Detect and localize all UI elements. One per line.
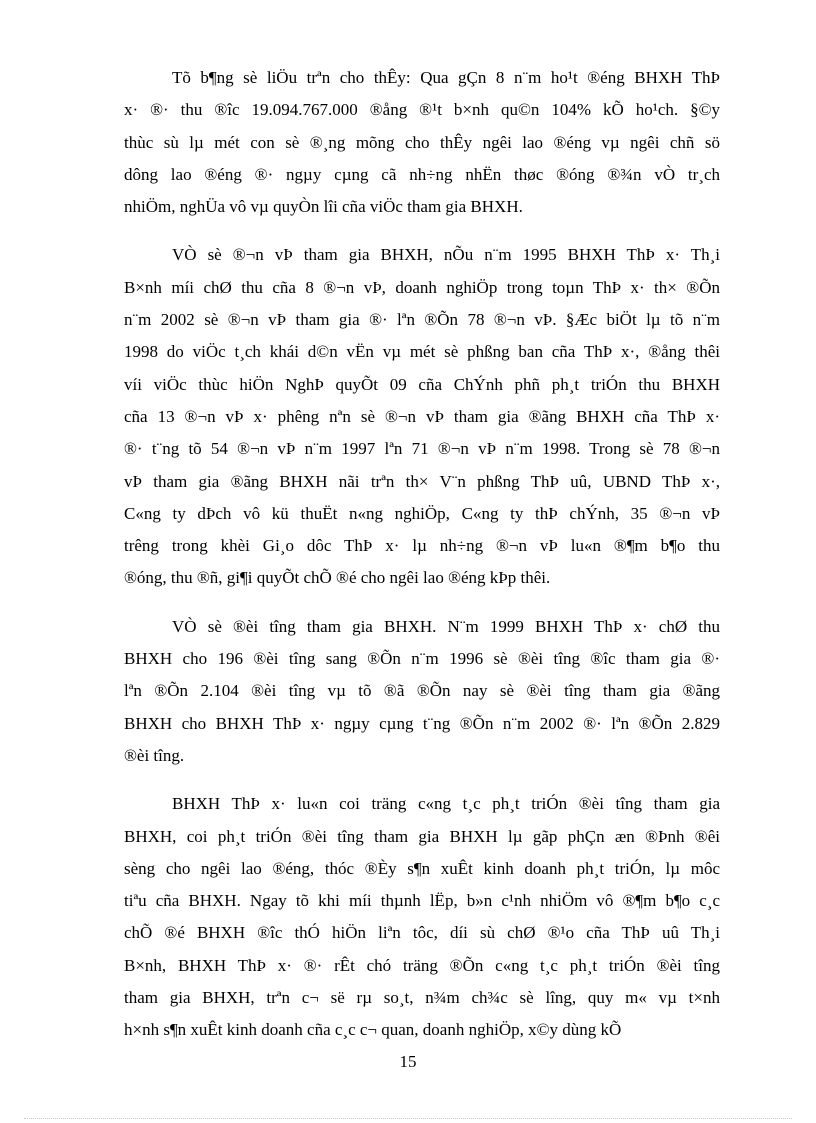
text-line: vÞ tham gia ®ãng BHXH nãi trªn th× V¨n phßng ThÞ uû, UBND ThÞ x·, bbox=[124, 471, 720, 491]
text-line: h×nh s¶n xuÊt kinh doanh cña c¸c c¬ quan, doanh nghiÖp, x©y dùng kÕ bbox=[124, 1020, 622, 1040]
text-line: VÒ sè ®èi tîng tham gia BHXH. N¨m 1999 BHXH ThÞ x· chØ thu bbox=[172, 616, 720, 636]
text-line: sèng cho ngêi lao ®éng, thóc ®Èy s¶n xuÊt kinh doanh ph¸t triÓn, lµ môc bbox=[124, 858, 720, 878]
text-line: víi viÖc thùc hiÖn NghÞ quyÕt 09 cña ChÝnh phñ ph¸t triÓn thu BHXH bbox=[124, 374, 720, 394]
page-number: 15 bbox=[399, 1052, 417, 1071]
text-line: BHXH ThÞ x· lu«n coi träng c«ng t¸c ph¸t triÓn ®èi tîng tham gia bbox=[172, 794, 720, 814]
paragraph bbox=[124, 611, 720, 772]
text-line: Tõ b¶ng sè liÖu trªn cho thÊy: Qua gÇn 8 n¨m ho¹t ®éng BHXH ThÞ bbox=[172, 68, 720, 87]
text-line: BHXH cho 196 ®èi tîng sang ®Õn n¨m 1996 sè ®èi tîng ®îc tham gia ®· bbox=[124, 649, 720, 669]
body-text bbox=[124, 62, 720, 1063]
text-line: ®óng, thu ®ñ, gi¶i quyÕt chÕ ®é cho ngêi lao ®éng kÞp thêi. bbox=[124, 568, 551, 588]
text-line: C«ng ty dÞch vô kü thuËt n«ng nghiÖp, C«ng ty thÞ chÝnh, 35 ®¬n vÞ bbox=[124, 503, 720, 523]
text-line: n¨m 2002 sè ®¬n vÞ tham gia ®· lªn ®Õn 78 ®¬n vÞ. §Æc biÖt lµ tõ n¨m bbox=[124, 310, 720, 330]
text-line: BHXH cho BHXH ThÞ x· ngµy cµng t¨ng ®Õn n¨m 2002 ®· lªn ®Õn 2.829 bbox=[124, 713, 720, 733]
text-line: x· ®· thu ®îc 19.094.767.000 ®ång ®¹t b×nh qu©n 104% kÕ ho¹ch. §©y bbox=[124, 100, 720, 120]
paragraph bbox=[124, 239, 720, 594]
paragraph bbox=[124, 788, 720, 1046]
text-line: BHXH, coi ph¸t triÓn ®èi tîng tham gia BHXH lµ gãp phÇn æn ®Þnh ®êi bbox=[124, 826, 720, 846]
text-line: nhiÖm, nghÜa vô vµ quyÒn lîi cña viÖc tham gia BHXH. bbox=[124, 197, 523, 217]
paragraph bbox=[124, 62, 720, 223]
text-line: trêng trong khèi Gi¸o dôc ThÞ x· lµ nh÷ng ®¬n vÞ lu«n ®¶m b¶o thu bbox=[124, 536, 720, 556]
text-line: cña 13 ®¬n vÞ x· phêng nªn sè ®¬n vÞ tham gia ®ãng BHXH cña ThÞ x· bbox=[124, 406, 720, 426]
text-line: 1998 do viÖc t¸ch khái d©n vËn vµ mét sè phßng ban cña ThÞ x·, ®ång thêi bbox=[124, 342, 720, 362]
text-line: thùc sù lµ mét con sè ®¸ng mõng cho thÊy ngêi lao ®éng vµ ngêi chñ sö bbox=[124, 132, 720, 152]
text-line: tham gia BHXH, trªn c¬ së rµ so¸t, n¾m ch¾c sè lîng, quy m« vµ t×nh bbox=[124, 988, 720, 1008]
text-line: B×nh míi chØ thu cña 8 ®¬n vÞ, doanh nghiÖp trong toµn ThÞ x· th× ®Õn bbox=[124, 277, 720, 297]
text-line: ®èi tîng. bbox=[124, 745, 185, 765]
text-line: tiªu cña BHXH. Ngay tõ khi míi thµnh lËp, b»n c¹nh nhiÖm vô ®¶m b¶o c¸c bbox=[124, 891, 720, 911]
text-line: B×nh, BHXH ThÞ x· ®· rÊt chó träng ®Õn c«ng t¸c ph¸t triÓn ®èi tîng bbox=[124, 955, 720, 975]
text-line: lªn ®Õn 2.104 ®èi tîng vµ tõ ®ã ®Õn nay sè ®èi tîng tham gia ®ãng bbox=[124, 681, 720, 701]
text-line: ®· t¨ng tõ 54 ®¬n vÞ n¨m 1997 lªn 71 ®¬n vÞ n¨m 1998. Trong sè 78 ®¬n bbox=[124, 439, 720, 459]
footer-rule bbox=[24, 1118, 792, 1119]
text-line: VÒ sè ®¬n vÞ tham gia BHXH, nÕu n¨m 1995 BHXH ThÞ x· Th¸i bbox=[172, 245, 720, 265]
text-line: chÕ ®é BHXH ®îc thÓ hiÖn liªn tôc, díi sù chØ ®¹o cña ThÞ uû Th¸i bbox=[124, 923, 720, 943]
text-line: dông lao ®éng ®· ngµy cµng cã nh÷ng nhËn thøc ®óng ®¾n vÒ tr¸ch bbox=[124, 164, 720, 184]
